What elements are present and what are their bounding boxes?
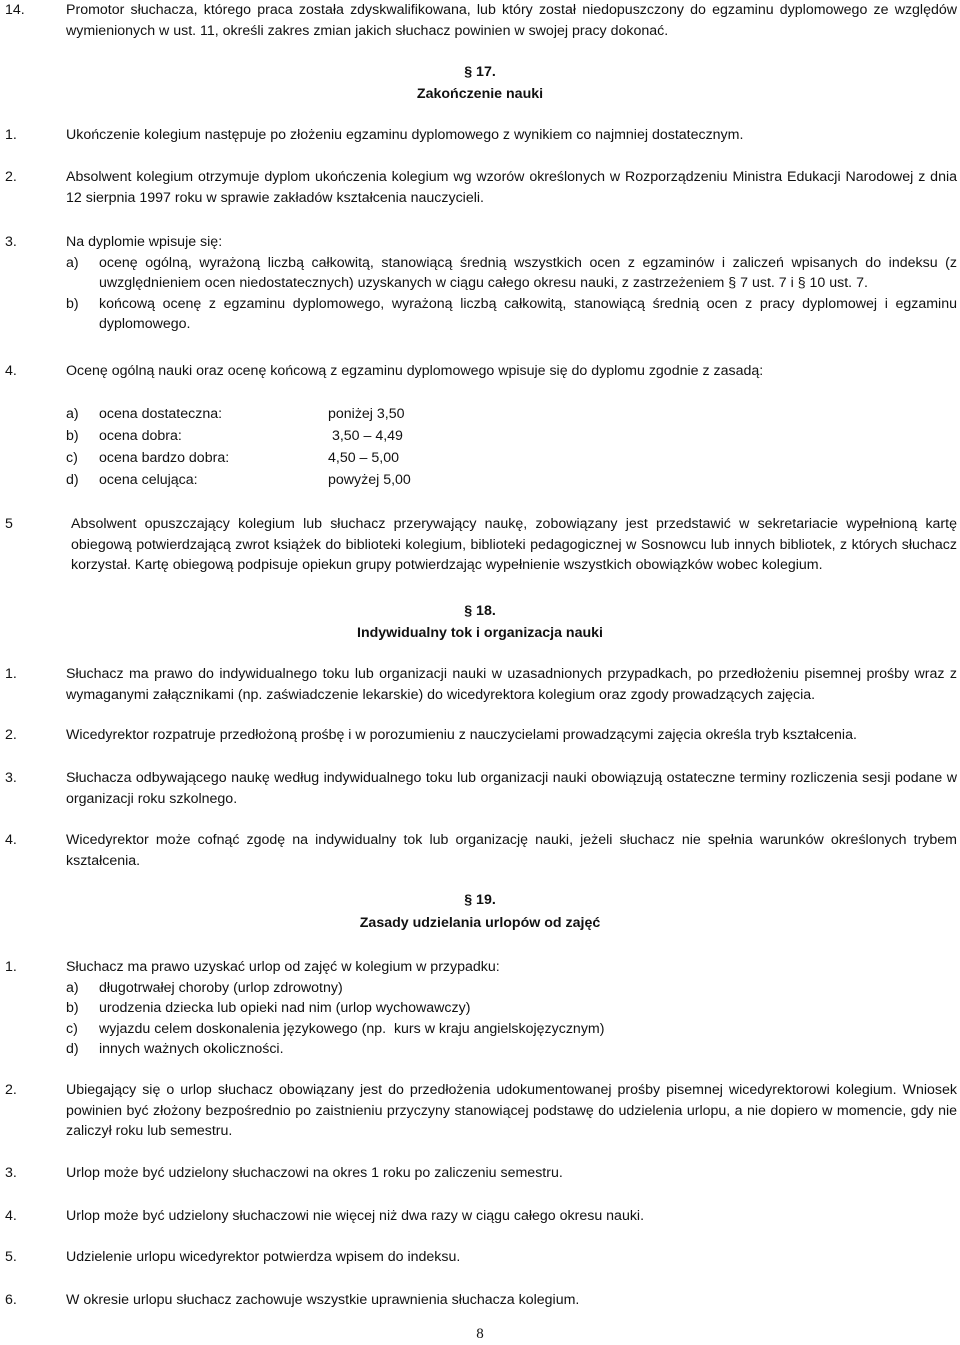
paragraph-17-2 (5, 167, 957, 208)
list-item (66, 294, 957, 335)
paragraph-text: W okresie urlopu słuchacz zachowuje wszystkie uprawnienia słuchacza kolegium. (66, 1292, 580, 1308)
section-title: Zasady udzielania urlopów od zajęć (359, 915, 601, 931)
paragraph-18-4 (5, 830, 957, 871)
paragraph-text: Na dyplomie wpisuje się: (66, 234, 223, 250)
grade-letter: c) (66, 450, 78, 466)
list-item-letter: c) (66, 1020, 78, 1037)
paragraph-text: Słuchacza odbywającego naukę według indywidualnego toku lub organizacji nauki obowiązują ostateczne terminy rozliczenia sesji podane w organizacji roku szkolnego. (66, 770, 957, 807)
paragraph-18-2 (5, 725, 957, 746)
paragraph-text: Absolwent opuszczający kolegium lub słuchacz przerywający naukę, zobowiązany jest przedstawić w sekretariacie wypełnioną kartę obiegową potwierdzającą zwrot książek do biblioteki kolegium, biblioteki pedagogicznej w Sosnowcu lub innych bibliotek, z których słuchacz korzystał. Kartę obiegową podpisuje opiekun grupy potwierdzając wypełnienie wszystkich obowiązków wobec kolegium. (71, 516, 957, 573)
paragraph-text: Udzielenie urlopu wicedyrektor potwierdza wpisem do indeksu. (66, 1249, 461, 1265)
list-item (66, 253, 957, 294)
grade-row (66, 448, 957, 470)
paragraph-19-5 (5, 1247, 957, 1268)
paragraph-number: 6. (5, 1292, 17, 1308)
paragraph-text: Urlop może być udzielony słuchaczowi na okres 1 roku po zaliczeniu semestru. (66, 1165, 563, 1181)
paragraph-19-6 (5, 1290, 957, 1311)
paragraph-number: 5. (5, 1249, 17, 1265)
section-title: Indywidualny tok i organizacja nauki (357, 625, 603, 641)
grade-range: powyżej 5,00 (328, 472, 411, 488)
list-item-letter: b) (66, 1000, 79, 1016)
list-item-text: urodzenia dziecka lub opieki nad nim (urlop wychowawczy) (99, 1000, 471, 1016)
paragraph-text: Ubiegający się o urlop słuchacz obowiązany jest do przedłożenia udokumentowanej prośby pisemnej wicedyrektorowi kolegium. Wniosek powinien być złożony bezpośrednio po zaistnieniu przyczyny stanowiącej podstawę do udzielenia urlopu, a nie dopiero w momencie, gdy nie zaliczył roku lub semestru. (66, 1082, 957, 1139)
list-item-letter: a) (66, 254, 79, 271)
paragraph-17-4 (5, 361, 957, 382)
grade-name: ocena dostateczna: (99, 406, 223, 422)
paragraph-19-2 (5, 1080, 957, 1142)
list-item-letter: b) (66, 295, 79, 312)
paragraph-18-1 (5, 664, 957, 705)
paragraph-number: 3. (5, 770, 17, 786)
grade-letter: d) (66, 472, 79, 488)
paragraph-19-1 (5, 957, 957, 1060)
grade-name: ocena bardzo dobra: (99, 450, 230, 466)
section-number: § 19. (464, 892, 496, 908)
list-item-text: ocenę ogólną, wyrażoną liczbą całkowitą, stanowiącą średnią wszystkich ocen z egzaminów i zaliczeń wpisanych do indeksu (z uwzględnieniem ocen niedostatecznych) uzyskanych w ciągu całego okresu nauki, z zastrzeżeniem § 7 ust. 7 i § 10 ust. 7. (99, 254, 957, 291)
paragraph-text: Wicedyrektor może cofnąć zgodę na indywidualny tok lub organizację nauki, jeżeli słuchacz nie spełnia warunków określonych trybem kształcenia. (66, 832, 957, 869)
grade-row (66, 426, 957, 448)
paragraph-19-3 (5, 1163, 957, 1184)
paragraph-text: Słuchacz ma prawo uzyskać urlop od zajęć w kolegium w przypadku: (66, 959, 500, 975)
paragraph-number: 4. (5, 832, 17, 848)
paragraph-number: 1. (5, 959, 17, 975)
paragraph-text: Ocenę ogólną nauki oraz ocenę końcową z egzaminu dyplomowego wpisuje się do dyplomu zgodnie z zasadą: (66, 363, 764, 379)
paragraph-14 (5, 0, 957, 41)
paragraph-number: 4. (5, 1208, 17, 1224)
section-number: § 17. (464, 64, 496, 80)
list-item-text: końcową ocenę z egzaminu dyplomowego, wyrażoną liczbą całkowitą, stanowiącą średnią ocen z pracy dyplomowej i egzaminu dyplomowego. (99, 295, 957, 332)
section-title: Zakończenie nauki (416, 86, 544, 102)
list-item (66, 1019, 957, 1040)
list-item-text: innych ważnych okoliczności. (99, 1041, 284, 1057)
paragraph-number: 3. (5, 234, 17, 250)
paragraph-number: 14. (5, 2, 25, 18)
paragraph-number: 2. (5, 1082, 17, 1098)
paragraph-17-5 (5, 514, 957, 576)
paragraph-number: 5 (5, 516, 13, 532)
list-item (66, 998, 957, 1019)
paragraph-18-3 (5, 768, 957, 809)
paragraph-number: 4. (5, 363, 17, 379)
list-item-text: długotrwałej choroby (urlop zdrowotny) (99, 979, 343, 996)
grade-range: 4,50 – 5,00 (328, 450, 399, 466)
list-item-letter: a) (66, 979, 79, 996)
paragraph-text: Urlop może być udzielony słuchaczowi nie więcej niż dwa razy w ciągu całego okresu nauki. (66, 1208, 645, 1224)
paragraph-17-3 (5, 232, 957, 335)
paragraph-text: Ukończenie kolegium następuje po złożeniu egzaminu dyplomowego z wynikiem co najmniej dostatecznym. (66, 127, 744, 143)
grade-row (66, 404, 957, 426)
grade-name: ocena dobra: (99, 428, 182, 444)
paragraph-text: Absolwent kolegium otrzymuje dyplom ukończenia kolegium wg wzorów określonych w Rozporządzeniu Ministra Edukacji Narodowej z dnia 12 sierpnia 1997 roku w sprawie zakładów kształcenia nauczycieli. (66, 169, 957, 206)
page-number: 8 (476, 1326, 484, 1342)
paragraph-number: 1. (5, 127, 17, 143)
paragraph-text: Promotor słuchacza, którego praca została zdyskwalifikowana, lub który został niedopuszczony do egzaminu dyplomowego ze względów wymienionych w ust. 11, określi zakres zmian jakich słuchacz powinien w swojej pracy dokonać. (66, 2, 957, 39)
paragraph-number: 2. (5, 169, 17, 185)
list-item (66, 978, 957, 999)
paragraph-text: Słuchacz ma prawo do indywidualnego toku lub organizacji nauki w uzasadnionych przypadkach, po przedłożeniu pisemnej prośby wraz z wymaganymi załącznikami (np. zaświadczenie lekarskie) do wicedyrektora kolegium oraz zgody prowadzących zajęcia. (66, 666, 957, 703)
grade-name: ocena celująca: (99, 472, 198, 488)
list-item-letter: d) (66, 1041, 79, 1057)
grade-range: poniżej 3,50 (328, 406, 405, 422)
paragraph-number: 1. (5, 666, 17, 682)
grade-letter: b) (66, 428, 79, 444)
grade-row (66, 470, 957, 492)
paragraph-19-4 (5, 1206, 957, 1227)
paragraph-17-1 (5, 125, 957, 146)
grade-letter: a) (66, 406, 79, 422)
paragraph-number: 3. (5, 1165, 17, 1181)
grade-range: 3,50 – 4,49 (328, 428, 403, 444)
list-item-text: wyjazdu celem doskonalenia językowego (np. kurs w kraju angielskojęzycznym) (99, 1020, 605, 1037)
section-number: § 18. (464, 603, 496, 619)
paragraph-number: 2. (5, 727, 17, 743)
list-item (66, 1039, 957, 1060)
grade-table (5, 404, 957, 492)
paragraph-text: Wicedyrektor rozpatruje przedłożoną prośbę i w porozumieniu z nauczycielami prowadzącymi zajęcia określa tryb kształcenia. (66, 727, 857, 743)
